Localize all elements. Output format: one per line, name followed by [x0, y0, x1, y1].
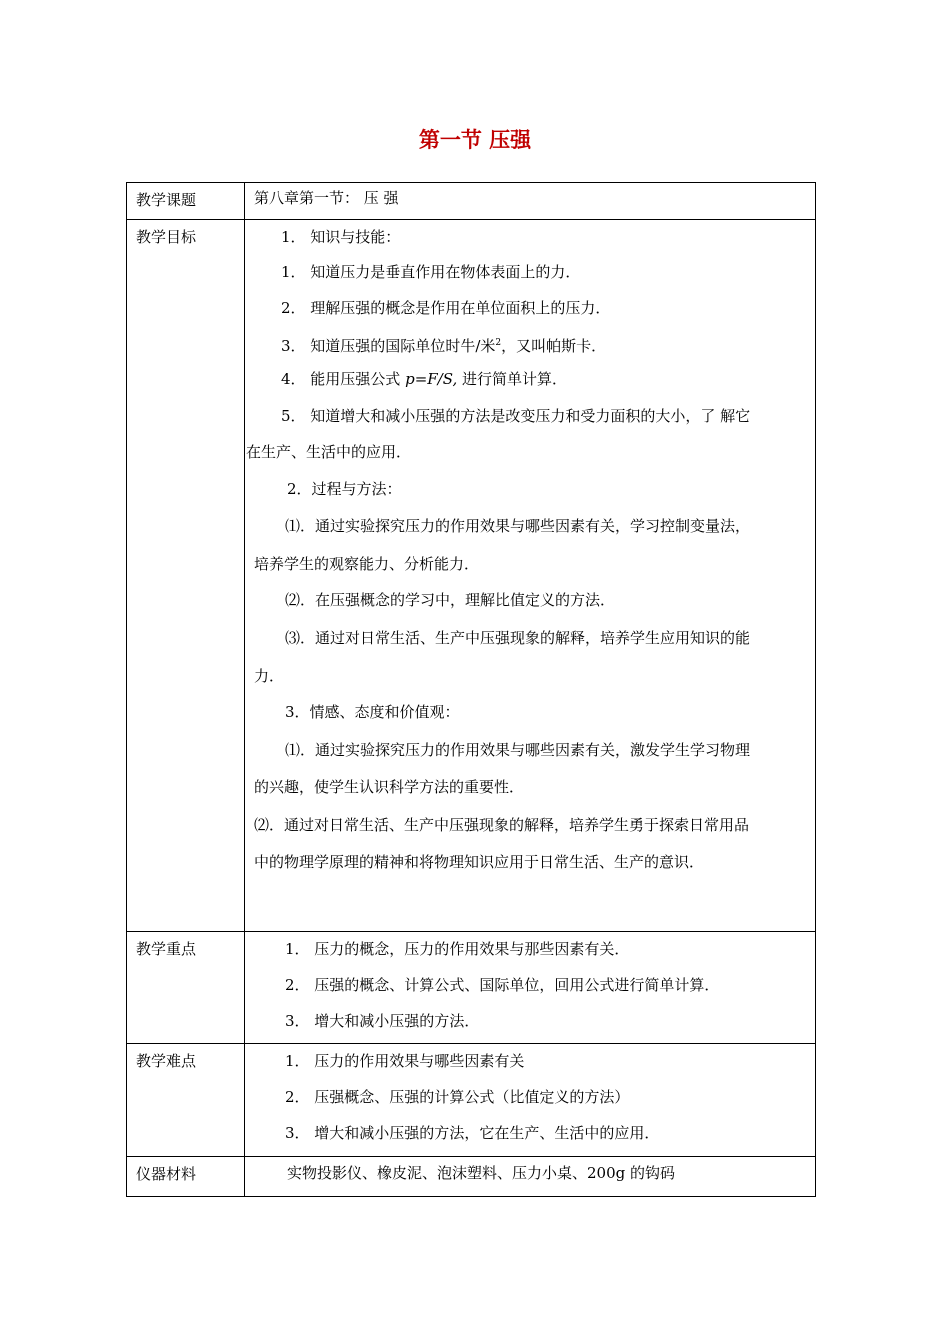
- content-line: ⑵．在压强概念的学习中，理解比值定义的方法．: [285, 591, 616, 609]
- content-line: 的兴趣，使学生认识科学方法的重要性．: [254, 778, 525, 796]
- content-line: 中的物理学原理的精神和将物理知识应用于日常生活、生产的意识．: [254, 853, 705, 871]
- content-line: 培养学生的观察能力、分析能力．: [254, 555, 480, 573]
- content-line: ⑴．通过实验探究压力的作用效果与哪些因素有关，学习控制变量法，: [285, 517, 751, 535]
- content-line: ⑴．通过实验探究压力的作用效果与哪些因素有关，激发学生学习物理: [285, 741, 751, 759]
- row-label: 教学课题: [127, 183, 245, 220]
- row-label: 仪器材料: [127, 1157, 245, 1197]
- row-label: 教学重点: [127, 932, 245, 1044]
- content-line: 2． 理解压强的概念是作用在单位面积上的压力．: [281, 299, 611, 317]
- table-row: [127, 1157, 816, 1197]
- row-content: [245, 220, 816, 932]
- content-line: 2． 压强的概念、计算公式、国际单位，回用公式进行简单计算．: [285, 976, 720, 994]
- content-line: 3． 知道压强的国际单位时牛/米$^2$，又叫帕斯卡．: [281, 337, 607, 355]
- table-row: [127, 220, 816, 932]
- row-content: [245, 1157, 816, 1197]
- table-row: [127, 1044, 816, 1157]
- table-row: [127, 183, 816, 220]
- row-content: [245, 183, 816, 220]
- page-title: 第一节 压强: [418, 128, 532, 152]
- pressure-formula: p=F/S,: [405, 370, 458, 388]
- row-content: [245, 932, 816, 1044]
- content-line: 1． 知识与技能：: [281, 228, 401, 246]
- content-line: 3． 增大和减小压强的方法，它在生产、生活中的应用．: [285, 1124, 660, 1142]
- content-line: 第八章第一节： 压 强: [254, 189, 399, 207]
- table-row: [127, 932, 816, 1044]
- content-line: 4． 能用压强公式 p=F/S, 进行简单计算．: [281, 370, 568, 388]
- row-content: [245, 1044, 816, 1157]
- content-line: 1． 知道压力是垂直作用在物体表面上的力．: [281, 263, 581, 281]
- content-line: 3． 增大和减小压强的方法．: [285, 1012, 480, 1030]
- content-line: 3．情感、态度和价值观：: [285, 703, 460, 721]
- row-label: 教学难点: [127, 1044, 245, 1157]
- content-line: 力．: [254, 667, 285, 685]
- content-line: ⑵．通过对日常生活、生产中压强现象的解释，培养学生勇于探索日常用品: [254, 816, 750, 834]
- content-line: 2．过程与方法：: [287, 480, 402, 498]
- row-label: 教学目标: [127, 220, 245, 932]
- content-line: 1． 压力的作用效果与哪些因素有关: [285, 1052, 525, 1070]
- content-line: ⑶．通过对日常生活、生产中压强现象的解释，培养学生应用知识的能: [285, 629, 751, 647]
- lesson-plan-table: [126, 182, 816, 1197]
- content-line: 实物投影仪、橡皮泥、泡沫塑料、压力小桌、200g 的钩码: [287, 1164, 676, 1182]
- content-line: 5． 知道增大和减小压强的方法是改变压力和受力面积的大小，了 解它: [281, 407, 751, 425]
- content-line: 在生产、生活中的应用．: [246, 443, 412, 461]
- content-line: 2． 压强概念、压强的计算公式（比值定义的方法）: [285, 1088, 630, 1106]
- content-line: 1． 压力的概念，压力的作用效果与那些因素有关．: [285, 940, 630, 958]
